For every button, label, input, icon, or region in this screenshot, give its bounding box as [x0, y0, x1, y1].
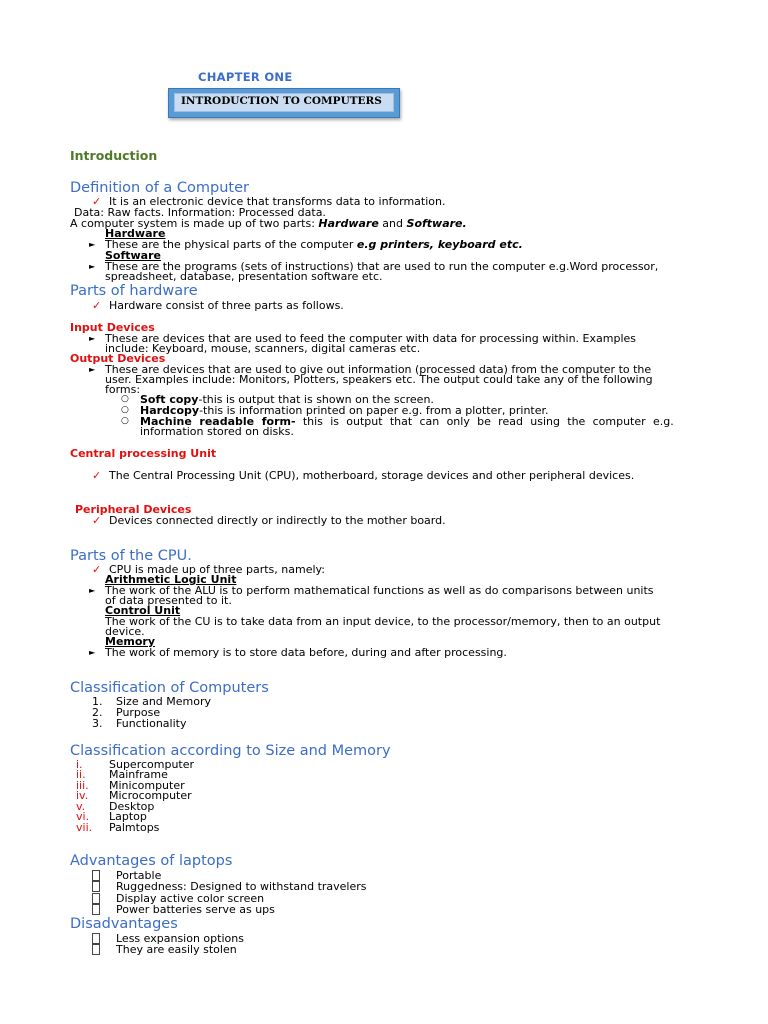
disadvantages-heading: Disadvantages: [70, 916, 178, 932]
peripheral-heading: Peripheral Devices: [75, 503, 192, 516]
list-item: Minicomputer: [109, 779, 185, 792]
triangle-bullet-icon: ►: [89, 648, 96, 657]
machine-readable-item: Machine readable form- this is output that can only be read using the computer e.g.: [140, 415, 674, 428]
list-item: Desktop: [109, 800, 155, 813]
list-item: Laptop: [109, 810, 147, 823]
check-icon: ✓: [92, 469, 102, 482]
roman-number: vi.: [76, 810, 90, 823]
peripheral-text: Devices connected directly or indirectly to the mother board.: [109, 514, 446, 527]
circle-bullet-icon: ○: [121, 405, 129, 415]
parts-of-hardware-heading: Parts of hardware: [70, 283, 198, 299]
cpu-parts-text: CPU is made up of three parts, namely:: [109, 563, 325, 576]
definition-heading: Definition of a Computer: [70, 180, 249, 196]
software-text-1: These are the programs (sets of instructions) that are used to run the computer e.g.Word processor,: [105, 260, 659, 273]
triangle-bullet-icon: ►: [89, 240, 96, 249]
circle-bullet-icon: ○: [121, 394, 129, 404]
introduction-heading: Introduction: [70, 148, 158, 163]
list-item: Palmtops: [109, 821, 160, 834]
hardware-parts-text: Hardware consist of three parts as follows.: [109, 299, 344, 312]
triangle-bullet-icon: ►: [89, 262, 96, 271]
check-icon: ✓: [92, 195, 102, 208]
output-devices-heading: Output Devices: [70, 352, 166, 365]
list-item: Functionality: [116, 717, 187, 730]
hardware-text: These are the physical parts of the computer e.g printers, keyboard etc.: [105, 238, 523, 251]
hardcopy-item: Hardcopy-this is information printed on paper e.g. from a plotter, printer.: [140, 404, 549, 417]
list-item: Less expansion options: [116, 932, 244, 945]
alu-label: Arithmetic Logic Unit: [105, 573, 237, 586]
chapter-title-box: [168, 88, 400, 118]
roman-number: iii.: [76, 779, 89, 792]
cpu-heading: Central processing Unit: [70, 447, 217, 460]
machine-readable-text-2: information stored on disks.: [140, 425, 294, 438]
input-devices-heading: Input Devices: [70, 321, 155, 334]
advantages-heading: Advantages of laptops: [70, 853, 233, 869]
cu-text-1: The work of the CU is to take data from an input device, to the processor/memory, then to an output: [105, 615, 661, 628]
hardware-label: Hardware: [105, 227, 166, 240]
triangle-bullet-icon: ►: [89, 586, 96, 595]
alu-text-1: The work of the ALU is to perform mathematical functions as well as do comparisons between units: [105, 584, 654, 597]
computer-system-line: A computer system is made up of two parts: Hardware and Software.: [70, 217, 467, 230]
memory-text: The work of memory is to store data before, during and after processing.: [105, 646, 507, 659]
roman-number: ii.: [76, 768, 86, 781]
list-item: Microcomputer: [109, 789, 192, 802]
list-item: Mainframe: [109, 768, 168, 781]
alu-text-2: of data presented to it.: [105, 594, 232, 607]
list-number: 1.: [92, 695, 103, 708]
cu-text-2: device.: [105, 625, 145, 638]
input-text-2: include: Keyboard, mouse, scanners, digital cameras etc.: [105, 342, 421, 355]
list-item: Ruggedness: Designed to withstand travelers: [116, 880, 367, 893]
classification-heading: Classification of Computers: [70, 680, 269, 696]
box-bullet-icon: [92, 944, 100, 957]
list-item: Display active color screen: [116, 892, 265, 905]
definition-text: It is an electronic device that transforms data to information.: [109, 195, 446, 208]
triangle-bullet-icon: ►: [89, 365, 96, 374]
size-memory-heading: Classification according to Size and Memory: [70, 743, 391, 759]
list-item: They are easily stolen: [116, 943, 237, 956]
memory-label: Memory: [105, 635, 156, 648]
circle-bullet-icon: ○: [121, 416, 129, 426]
output-text-1: These are devices that are used to give out information (processed data) from the computer to the: [105, 363, 652, 376]
check-icon: ✓: [92, 514, 102, 527]
list-item: Power batteries serve as ups: [116, 903, 275, 916]
check-icon: ✓: [92, 563, 102, 576]
roman-number: i.: [76, 758, 83, 771]
input-text-1: These are devices that are used to feed the computer with data for processing within. Examples: [105, 332, 637, 345]
cu-label: Control Unit: [105, 604, 181, 617]
chapter-title: INTRODUCTION TO COMPUTERS: [181, 95, 382, 107]
triangle-bullet-icon: ►: [89, 334, 96, 343]
parts-of-cpu-heading: Parts of the CPU.: [70, 548, 192, 564]
soft-copy-item: Soft copy-this is output that is shown on the screen.: [140, 393, 434, 406]
output-text-3: forms:: [105, 383, 141, 396]
chapter-label: CHAPTER ONE: [198, 70, 293, 84]
list-item: Purpose: [116, 706, 161, 719]
cpu-text: The Central Processing Unit (CPU), motherboard, storage devices and other peripheral devices.: [109, 469, 635, 482]
check-icon: ✓: [92, 299, 102, 312]
software-label: Software: [105, 249, 161, 262]
data-definition: Data: Raw facts. Information: Processed data.: [74, 206, 326, 219]
list-item: Portable: [116, 869, 162, 882]
list-item: Supercomputer: [109, 758, 195, 771]
output-text-2: user. Examples include: Monitors, Plotters, speakers etc. The output could take any of the following: [105, 373, 653, 386]
software-text-2: spreadsheet, database, presentation software etc.: [105, 270, 383, 283]
list-number: 2.: [92, 706, 103, 719]
list-item: Size and Memory: [116, 695, 212, 708]
roman-number: vii.: [76, 821, 93, 834]
roman-number: iv.: [76, 789, 89, 802]
list-number: 3.: [92, 717, 103, 730]
roman-number: v.: [76, 800, 86, 813]
